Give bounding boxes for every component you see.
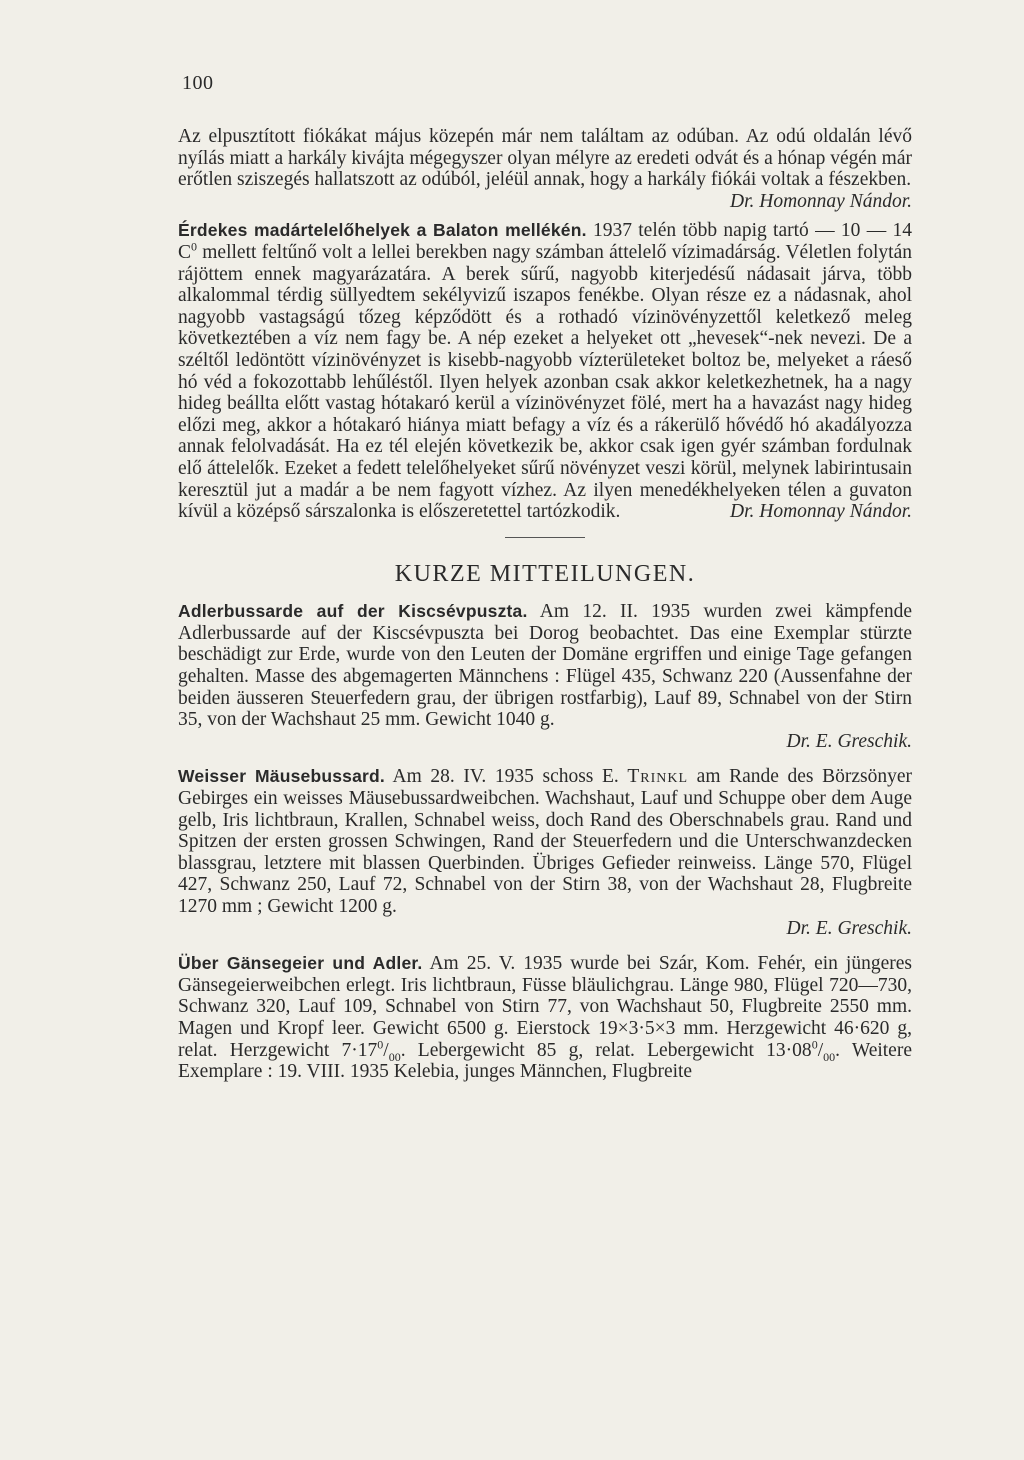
paragraph-hu-2 xyxy=(178,220,912,522)
paragraph-text: . Weitere Exemplare : 19. VIII. 1935 Kelebia, junges Männchen, Flugbreite xyxy=(178,1039,912,1083)
paragraph-heading: Érdekes madártelelőhelyek a Balaton mellékén. xyxy=(178,220,587,241)
signature: Dr. Homonnay Nándor. xyxy=(729,190,912,212)
person-name: Trinkl xyxy=(627,766,689,788)
paragraph-text: 1937 telén több napig tartó — 10 — 14 C xyxy=(178,220,912,263)
degree-superscript: 0 xyxy=(191,239,198,254)
paragraph-heading: Über Gänsegeier und Adler. xyxy=(178,953,423,974)
paragraph-text: am Rande des Börzsönyer Gebirges ein weisses Mäusebussardweibchen. Wachshaut, Lauf und Schuppe ober dem Auge gelb, Iris lichtbraun, Krallen, Schnabel weiss, doch Rand des Oberschnabels grau. Rand und Spitzen der ersten grossen Schwingen, Rand der Steuerfedern und die Unterschwanzdecken blassgrau, letztere mit blassen Querbinden. Übriges Gefieder reinweiss. Länge 570, Flügel 427, Schwanz 250, Lauf 72, Schnabel von der Stirn 38, von der Wachshaut 28, Flugbreite 1270 mm ; Gewicht 1200 g. xyxy=(178,766,912,917)
paragraph-de-2 xyxy=(178,766,912,939)
paragraph-heading: Adlerbussarde auf der Kiscsévpuszta. xyxy=(178,601,528,622)
section-divider xyxy=(505,537,585,538)
signature: Dr. E. Greschik. xyxy=(786,730,912,752)
section-title: KURZE MITTEILUNGEN. xyxy=(394,560,696,587)
page-number: 100 xyxy=(182,72,214,94)
permille-subscript: 00 xyxy=(388,1049,401,1064)
paragraph-text: Am 25. V. 1935 wurde bei Szár, Kom. Fehér, ein jüngeres Gänsegeierweibchen erlegt. Iris lichtbraun, Füsse bläulichgrau. Länge 980, Flügel 720—730, Schwanz 320, Lauf 109, Schnabel von Stirn 77, von Wachshaut 50, Flugbreite 2550 mm. Magen und Kropf leer. Gewicht 6500 g. Eierstock 19×3·5×3 mm. Herzgewicht 46·620 g, relat. Herzgewicht 7·17 xyxy=(178,953,912,1061)
paragraph-text: mellett feltűnő volt a lellei berekben nagy számban áttelelő vízimadárság. Véletlen folytán rájöttem ennek magyarázatára. A berek sűrű, nagyobb kiterjedésű nádasait járva, több alkalommal térdig süllyedtem sekélyvizű iszapos fenékbe. Olyan része ez a nádasnak, ahol nagyobb vastagságú tőzeg képződött és a rothadó vízinövényzettől keletkező meleg következtében a víz nem fagy be. A nép ezeket a helyeket ott „hevesek“-nek nevezi. De a széltől ledöntött vízinövényzet is kisebb-nagyobb vízterületeket boltoz be, melyeket a ráeső hó véd a fokozottabb lehűléstől. Ilyen helyek azonban csak akkor keletkezhetnek, ha a nagy hideg beállta előtt vastag hótakaró kerül a vízinövényzet fölé, mert ha a havazást nagy hideg előzi meg, akkor a hótakaró hiánya miatt befagy a víz és a rákerülő hővédő hó akadályozza annak felolvadását. Ha ez tél elején következik be, akkor csak igen gyér számban fordulnak elő áttelelők. Ezeket a fedett telelőhelyeket sűrű növényzet veszi körül, melynek labirintusain keresztül jut a madár a be nem fagyott vízhez. Az ilyen menedékhelyeken télen a guvaton kívül a középső sárszalonka is előszeretettel tartózkodik. xyxy=(178,241,912,523)
permille-superscript: 0 xyxy=(811,1037,818,1052)
paragraph-text: Az elpusztított fiókákat május közepén már nem találtam az odúban. Az odú oldalán lévő nyílás miatt a harkály kivájta mégegyszer olyan mélyre az eredeti odvát és a hónap végén már erőtlen sziszegés hallatszott az odúból, jeléül annak, hogy a harkály fiókái voltak a fészekben. xyxy=(178,126,912,191)
permille-superscript: 0 xyxy=(377,1037,384,1052)
paragraph-hu-1 xyxy=(178,126,912,212)
permille-subscript: 00 xyxy=(823,1049,836,1064)
paragraph-text: Am 28. IV. 1935 schoss E. xyxy=(385,766,628,788)
signature: Dr. Homonnay Nándor. xyxy=(729,501,912,523)
signature: Dr. E. Greschik. xyxy=(786,917,912,939)
text-column xyxy=(178,126,912,1083)
paragraph-de-1 xyxy=(178,601,912,752)
paragraph-heading: Weisser Mäusebussard. xyxy=(178,766,385,787)
paragraph-de-3: Über Gänsegeier und Adler. Am 25. V. 1935 wurde bei Szár, Kom. Fehér, ein jüngeres Gänsegeierweibchen erlegt. Iris lichtbraun, Füsse bläulichgrau. Länge 980, Flügel 720—730, Schwanz 320, Lauf 109, Schnabel von Stirn 77, von Wachshaut 50, Flugbreite 2550 mm. Magen und Kropf leer. Gewicht 6500 g. Eierstock 19×3·5×3 mm. Herzgewicht 46·620 g, relat. Herzgewicht $7\cdot 17^0/_{00}$. Lebergewicht 85 g, relat. Lebergewicht $13\cdot 08^0/_{00}$. Weitere Exemplare : 19. VIII. 1935 Kelebia, junges Männchen, Flugbreite xyxy=(178,953,912,1083)
paragraph-text: . Lebergewicht 85 g, relat. Lebergewicht 13·08 xyxy=(400,1039,812,1061)
paragraph-text: Am 12. II. 1935 wurden zwei kämpfende Adlerbussarde auf der Kiscsévpuszta bei Dorog beobachtet. Das eine Exemplar stürzte beschädigt zur Erde, wurde von den Leuten der Domäne ergriffen und einige Tage gefangen gehalten. Masse des abgemagerten Männchens : Flügel 435, Schwanz 220 (Aussenfahne der beiden äusseren Steuerfedern grau, der übrigen rostfarbig), Lauf 89, Schnabel von der Stirn 35, von der Wachshaut 25 mm. Gewicht 1040 g. xyxy=(178,601,912,731)
